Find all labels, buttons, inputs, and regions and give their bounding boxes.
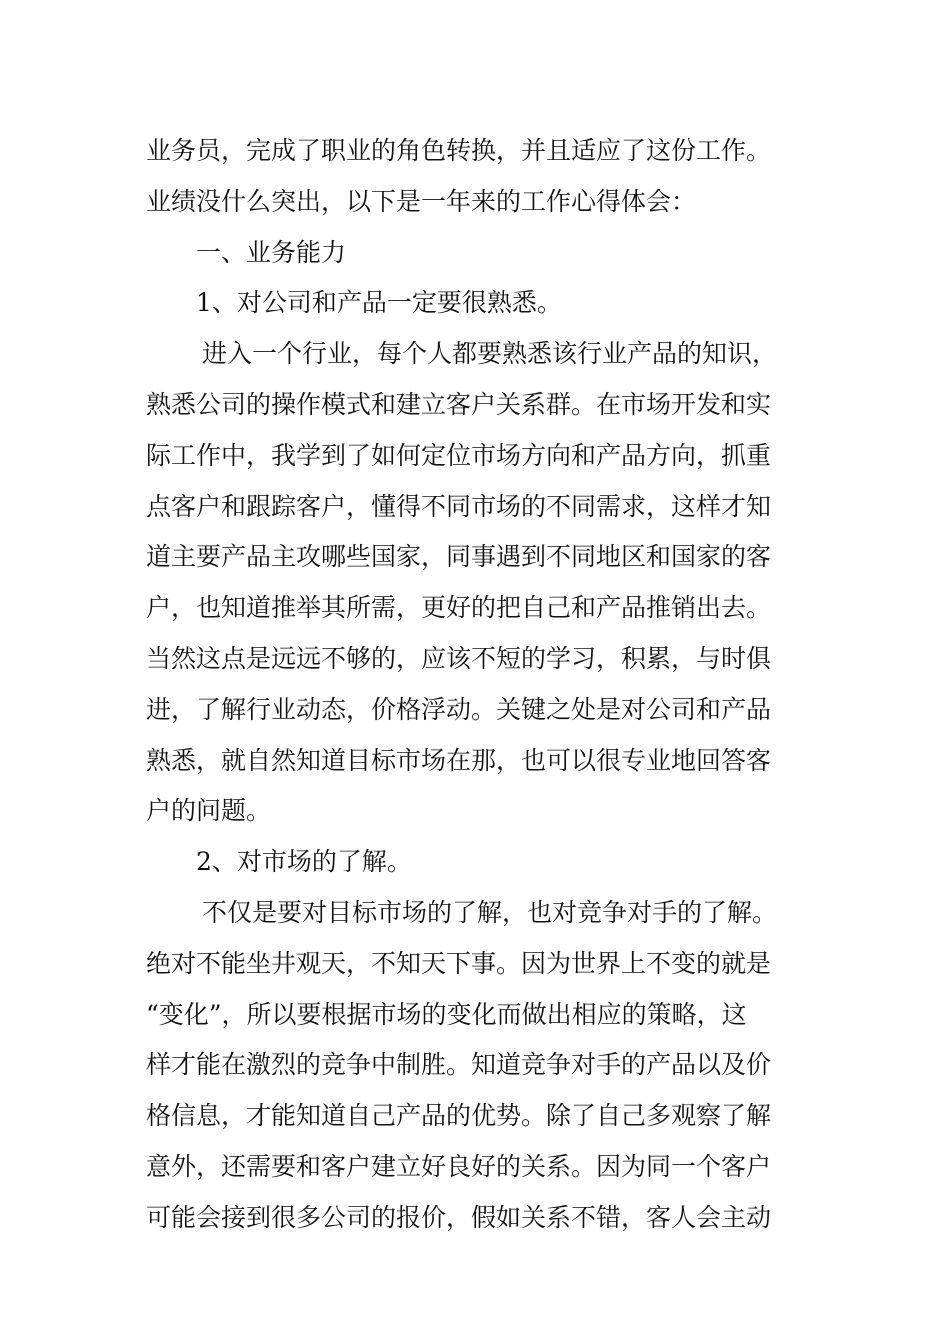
body-text [146,126,826,1244]
section-heading: 一、业务能力 [196,237,347,267]
subsection-heading: 2、对市场的了解。 [196,847,412,877]
text-line: 样才能在激烈的竞争中制胜。知道竞争对手的产品以及价 [146,1050,772,1080]
text-line: 道主要产品主攻哪些国家，同事遇到不同地区和国家的客 [146,542,772,572]
text-line: 绝对不能坐井观天，不知天下事。因为世界上不变的就是 [146,948,772,978]
text-line: 业务员，完成了职业的角色转换，并且适应了这份工作。 [146,136,772,165]
text-line: 熟悉，就自然知道目标市场在那，也可以很专业地回答客 [146,745,772,775]
text-line: 不仅是要对目标市场的了解，也对竞争对手的了解。 [202,897,778,927]
text-line: 户，也知道推举其所需，更好的把自己和产品推销出去。 [146,593,772,623]
text-line: 户的问题。 [146,796,272,826]
text-line: “变化”，所以要根据市场的变化而做出相应的策略，这 [146,999,747,1029]
subsection-heading: 1、对公司和产品一定要很熟悉。 [196,288,562,318]
text-line: 熟悉公司的操作模式和建立客户关系群。在市场开发和实 [146,389,772,419]
text-line: 可能会接到很多公司的报价，假如关系不错，客人会主动 [146,1202,772,1232]
text-line: 点客户和跟踪客户，懂得不同市场的不同需求，这样才知 [146,491,772,521]
text-line: 际工作中，我学到了如何定位市场方向和产品方向，抓重 [146,440,772,470]
text-line: 业绩没什么突出，以下是一年来的工作心得体会： [146,186,697,216]
text-line: 格信息，才能知道自己产品的优势。除了自己多观察了解 [146,1101,772,1131]
text-line: 意外，还需要和客户建立好良好的关系。因为同一个客户 [146,1151,772,1181]
text-line: 当然这点是远远不够的，应该不短的学习，积累，与时俱 [146,643,772,673]
text-line: 进入一个行业，每个人都要熟悉该行业产品的知识， [202,339,778,369]
text-line: 进，了解行业动态，价格浮动。关键之处是对公司和产品 [146,694,772,724]
